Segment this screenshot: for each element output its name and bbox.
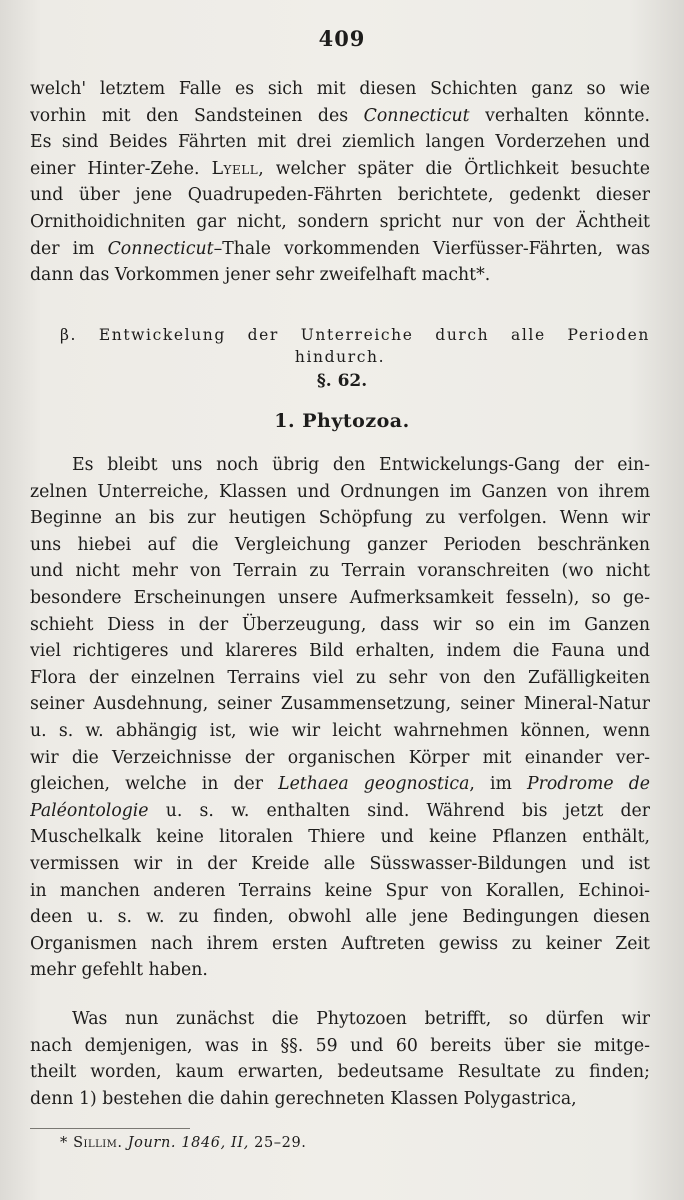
text-line: viel richtigeres und klareres Bild erhalten, indem die Fauna und — [30, 641, 650, 662]
text-line: denn 1) bestehen die dahin gerechneten Klassen Polygastrica, — [30, 1088, 577, 1109]
text-line: seiner Ausdehnung, seiner Zusammensetzung, seiner Mineral-Natur — [30, 694, 650, 715]
text-line: Was nun zunächst die Phytozoen betrifft, so dürfen wir — [72, 1009, 650, 1029]
page-number: 409 — [318, 26, 366, 51]
text-line: u. s. w. abhängig ist, wie wir leicht wahrnehmen können, wenn — [30, 720, 650, 741]
text-line: theilt worden, kaum erwarten, bedeutsame Resultate zu finden; — [30, 1062, 650, 1083]
top-paragraph — [30, 76, 650, 289]
footnote-rule — [30, 1128, 190, 1129]
text-line: schieht Diess in der Überzeugung, dass wir so ein im Ganzen — [30, 614, 650, 635]
text-line: und nicht mehr von Terrain zu Terrain voranschreiten (wo nicht — [30, 561, 650, 582]
text-line: wir die Verzeichnisse der organischen Körper mit einander ver- — [30, 747, 650, 768]
text-line: deen u. s. w. zu finden, obwohl alle jene Bedingungen diesen — [30, 907, 650, 928]
subheading-line-2: hindurch. — [294, 348, 386, 366]
text-line: Es bleibt uns noch übrig den Entwickelungs-Gang der ein- — [72, 455, 650, 475]
text-line: dann das Vorkommen jener sehr zweifelhaft macht*. — [30, 265, 491, 286]
text-line: uns hiebei auf die Vergleichung ganzer Perioden beschränken — [30, 534, 650, 555]
text-line: Ornithoidichniten gar nicht, sondern spricht nur von der Ächtheit — [30, 211, 650, 232]
subheading — [30, 324, 650, 368]
text-line: zelnen Unterreiche, Klassen und Ordnungen im Ganzen von ihrem — [30, 481, 650, 502]
section-title: 1. Phytozoa. — [274, 410, 410, 432]
text-line: und über jene Quadrupeden-Fährten berichtete, gedenkt dieser — [30, 185, 650, 206]
text-line: besondere Erscheinungen unsere Aufmerksamkeit fesseln), so ge- — [30, 587, 650, 608]
text-line: Beginne an bis zur heutigen Schöpfung zu verfolgen. Wenn wir — [30, 508, 650, 529]
subheading-line-1: β. Entwickelung der Unterreiche durch alle Perioden — [60, 326, 650, 344]
text-line: Es sind Beides Fährten mit drei ziemlich langen Vorderzehen und — [30, 132, 650, 153]
paragraph-1 — [30, 452, 650, 984]
paragraph-2 — [30, 1006, 650, 1112]
text-line: welch' letztem Falle es sich mit diesen Schichten ganz so wie — [30, 79, 650, 99]
text-line: einer Hinter-Zehe. Lyell, welcher später die Örtlichkeit besuchte — [30, 158, 650, 179]
text-line: in manchen anderen Terrains keine Spur von Korallen, Echinoi- — [30, 880, 650, 901]
text-line: Flora der einzelnen Terrains viel zu sehr von den Zufälligkeiten — [30, 667, 650, 688]
section-sign: §. 62. — [316, 371, 368, 391]
text-line: vorhin mit den Sandsteinen des Connecticut verhalten könnte. — [30, 105, 650, 126]
text-line: vermissen wir in der Kreide alle Süsswasser-Bildungen und ist — [30, 853, 650, 874]
footnote: * Sillim. Journ. 1846, II, 25–29. — [60, 1135, 307, 1151]
text-line: Paléontologie u. s. w. enthalten sind. Während bis jetzt der — [30, 800, 650, 821]
text-line: Organismen nach ihrem ersten Auftreten gewiss zu keiner Zeit — [30, 933, 650, 954]
text-line: gleichen, welche in der Lethaea geognostica, im Prodrome de — [30, 774, 650, 795]
text-line: der im Connecticut–Thale vorkommenden Vierfüsser-Fährten, was — [30, 238, 650, 259]
text-line: nach demjenigen, was in §§. 59 und 60 bereits über sie mitge- — [30, 1035, 650, 1056]
text-line: Muschelkalk keine litoralen Thiere und keine Pflanzen enthält, — [30, 827, 650, 848]
text-line: mehr gefehlt haben. — [30, 960, 208, 981]
